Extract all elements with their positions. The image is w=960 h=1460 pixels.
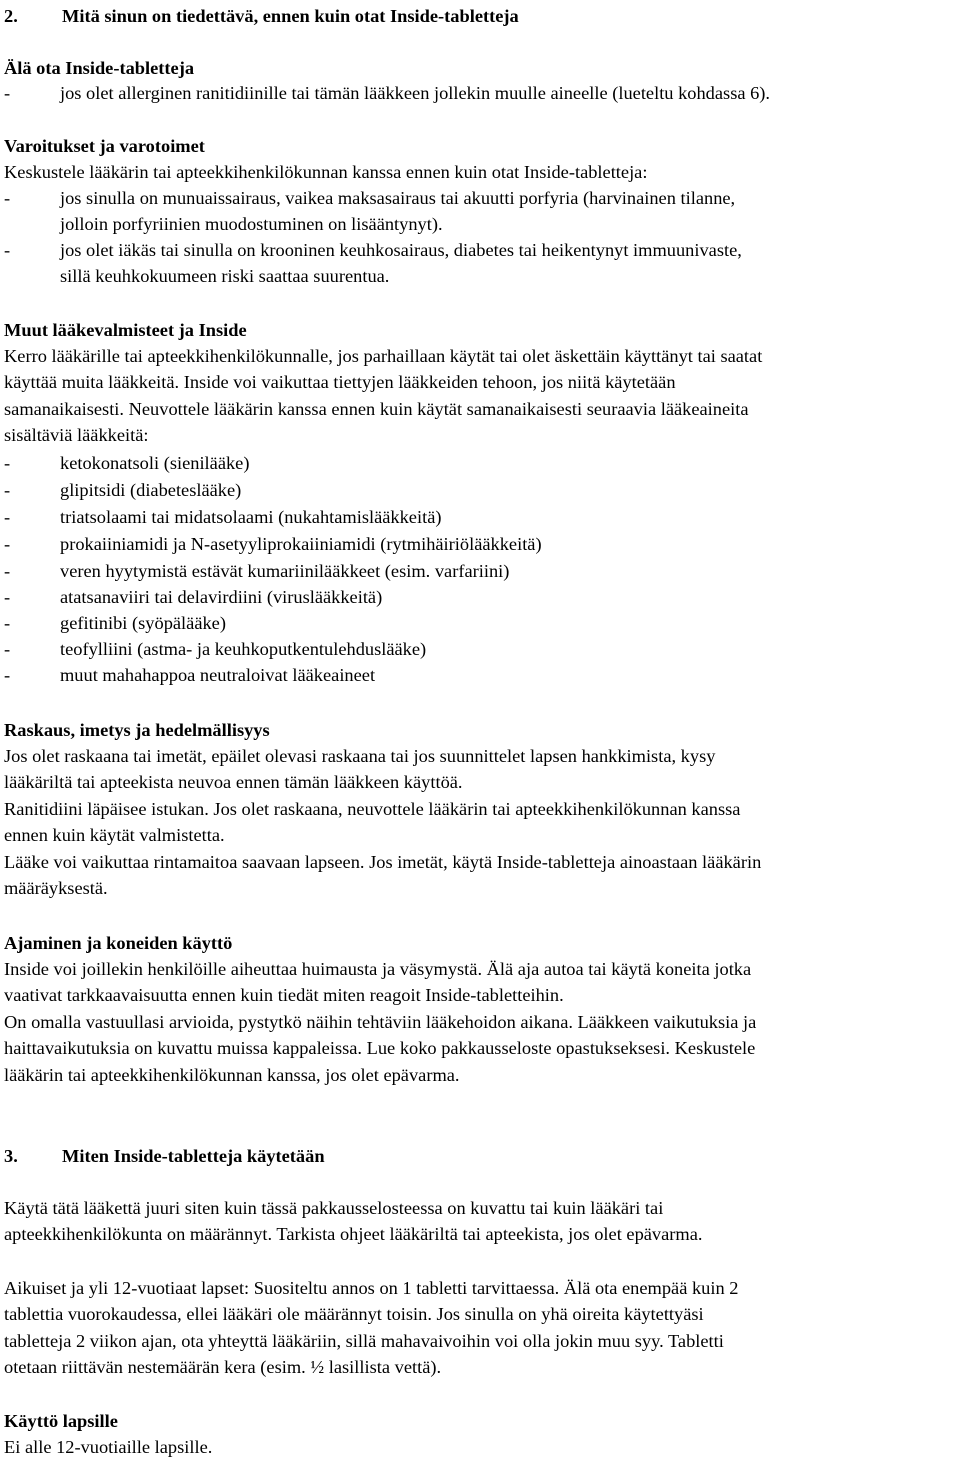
adults-lead: Aikuiset ja yli 12-vuotiaat lapset: [4,1278,250,1298]
children-text: Ei alle 12-vuotiaille lapsille. [4,1437,213,1457]
other-medicines-heading: Muut lääkevalmisteet ja Inside [4,320,247,340]
section-2-heading [4,3,519,29]
interaction-item: - atatsanaviiri tai delavirdiini (viruslääkkeitä) [4,587,383,607]
section-2-number: 2. [4,6,18,26]
interaction-item: - teofylliini (astma- ja keuhkoputkentulehduslääke) [4,639,427,659]
pregnancy-heading: Raskaus, imetys ja hedelmällisyys [4,720,270,740]
interaction-item: - prokaiiniamidi ja N-asetyyliprokaiiniamidi (rytmihäiriölääkkeitä) [4,534,542,554]
warnings-item-2: - jos olet iäkäs tai sinulla on krooninen keuhkosairaus, diabetes tai heikentynyt immuunivaste, sillä keuhkokuumeen riski saattaa suurentua. [4,240,742,287]
warnings-intro: Keskustele lääkärin tai apteekkihenkilökunnan kanssa ennen kuin otat Inside-tabletteja: [4,162,648,182]
warnings-item-1: - jos sinulla on munuaissairaus, vaikea maksasairaus tai akuutti porfyria (harvinainen tilanne, jolloin porfyriinien muodostuminen on lisääntynyt). [4,188,736,235]
interaction-item: - glipitsidi (diabeteslääke) [4,480,242,500]
dont-take-item: - jos olet allerginen ranitidiinille tai tämän lääkkeen jollekin muulle aineelle (lueteltu kohdassa 6). [4,83,771,103]
section-3-heading [4,1143,325,1169]
interaction-item: - veren hyytymistä estävät kumariinilääkkeet (esim. varfariini) [4,561,510,581]
warnings-heading: Varoitukset ja varotoimet [4,136,205,156]
children-heading: Käyttö lapsille [4,1411,118,1431]
usage-intro-paragraph: Käytä tätä lääkettä juuri siten kuin tässä pakkausselosteessa on kuvattu tai kuin lääkäri tai apteekkihenkilökunta on määrännyt. Tarkista ohjeet lääkäriltä tai apteekista, jos olet epävarma. [4,1198,703,1245]
adults-dosage-paragraph: Aikuiset ja yli 12-vuotiaat lapset: Suositeltu annos on 1 tabletti tarvittaessa. Älä ota enempää kuin 2 tablettia vuorokaudessa, ellei lääkäri ole määrännyt toisin. Jos sinulla on yhä oireita käytettyäsi tabletteja 2 viikon ajan, ota yhteyttä lääkäriin, sillä mahavaivoihin voi olla jokin muu syy. Tabletti otetaan riittävän nestemäärän kera (esim. ½ lasillista vettä). [4,1278,739,1378]
section-3-number: 3. [4,1146,18,1166]
section-3-title: Miten Inside-tabletteja käytetään [62,1146,325,1166]
dont-take-heading: Älä ota Inside-tabletteja [4,58,195,78]
section-2-title: Mitä sinun on tiedettävä, ennen kuin otat Inside-tabletteja [62,6,519,26]
pregnancy-paragraph: Jos olet raskaana tai imetät, epäilet olevasi raskaana tai jos suunnittelet lapsen hankkimista, kysy lääkäriltä tai apteekista neuvoa ennen tämän lääkkeen käyttöä. Ranitidiini läpäisee istukan. Jos olet raskaana, neuvottele lääkärin tai apteekkihenkilökunnan kanssa ennen kuin käytät valmistetta. Lääke voi vaikuttaa rintamaitoa saavaan lapseen. Jos imetät, käytä Inside-tabletteja ainoastaan lääkärin määräyksestä. [4,746,762,899]
interaction-item: - muut mahahappoa neutraloivat lääkeaineet [4,665,376,685]
interaction-item: - gefitinibi (syöpälääke) [4,613,226,633]
interaction-item: - triatsolaami tai midatsolaami (nukahtamislääkkeitä) [4,507,442,527]
other-medicines-paragraph: Kerro lääkärille tai apteekkihenkilökunnalle, jos parhaillaan käytät tai olet äskettäin käyttänyt tai saatat käyttää muita lääkkeitä. Inside voi vaikuttaa tiettyjen lääkkeiden tehoon, jos niitä käytetään samanaikaisesti. Neuvottele lääkärin kanssa ennen kuin käytät samanaikaisesti seuraavia lääkeaineita sisältäviä lääkkeitä: [4,346,763,446]
interaction-item: - ketokonatsoli (sienilääke) [4,453,250,473]
driving-paragraph: Inside voi joillekin henkilöille aiheuttaa huimausta ja väsymystä. Älä aja autoa tai käytä koneita jotka vaativat tarkkaavaisuutta ennen kuin tiedät miten reagoit Inside-tabletteihin. On omalla vastuullasi arvioida, pystytkö näihin tehtäviin lääkehoidon aikana. Lääkkeen vaikutuksia ja haittavaikutuksia on kuvattu muissa kappaleissa. Lue koko pakkausseloste opastukseksesi. Keskustele lääkärin tai apteekkihenkilökunnan kanssa, jos olet epävarma. [4,959,757,1085]
driving-heading: Ajaminen ja koneiden käyttö [4,933,233,953]
